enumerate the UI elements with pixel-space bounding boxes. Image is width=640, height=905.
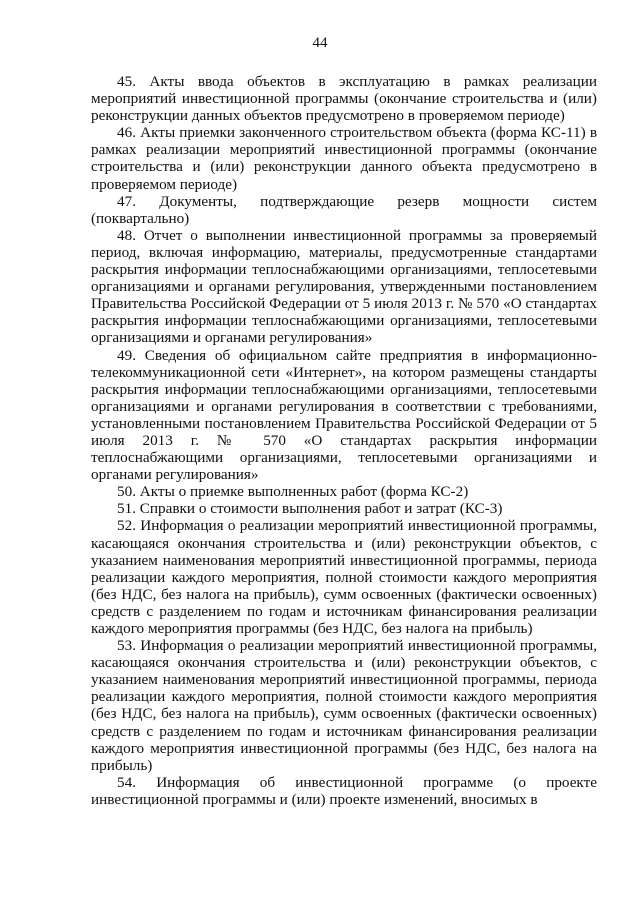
item-text: Акты о приемке выполненных работ (форма КС-2)	[139, 483, 469, 501]
item-number: 45.	[117, 73, 136, 90]
item-number: 47.	[117, 192, 136, 210]
page-number: 44	[312, 35, 328, 51]
item-number: 54.	[117, 773, 136, 791]
item-number: 46.	[117, 124, 136, 142]
item-text: Информация о реализации мероприятий инвестиционной программы, касающаяся окончания строительства и (или) реконструкции объектов, с указанием наименования мероприятий инвестиционной программы, периода реализации каждого мероприятия, полной стоимости каждого мероприятия (без НДС, без налога на прибыль), сумм освоенных (фактически освоенных) средств с разделением по годам и источникам финансирования реализации каждого мероприятия программы (без НДС, без налога на прибыль)	[91, 517, 598, 637]
list-item-47	[91, 193, 597, 227]
item-number: 49.	[117, 346, 136, 364]
item-text: Акты ввода объектов в эксплуатацию в рамках реализации мероприятий инвестиционной программы (окончание строительства и (или) реконструкции данных объектов предусмотрено в проверяемом периоде)	[91, 73, 597, 125]
item-number: 52.	[117, 517, 136, 535]
item-number: 51.	[117, 500, 136, 518]
item-text: Справки о стоимости выполнения работ и затрат (КС-3)	[139, 500, 503, 518]
list-item-49	[91, 347, 597, 484]
item-text: Сведения об официальном сайте предприятия в информационно-телекоммуникационной сети «Интернет», на котором размещены стандарты раскрытия информации теплоснабжающими организациями, теплосетевыми организациями и органами регулирования в соответствии с требованиями, установленными постановлением Правительства Российской Федерации от 5 июля 2013 г. № 570 «О стандартах раскрытия информации теплоснабжающими организациями, теплосетевыми организациями и органами регулирования»	[91, 346, 598, 484]
document-body	[91, 73, 597, 808]
item-text: Документы, подтверждающие резерв мощности систем (поквартально)	[91, 192, 597, 227]
list-item-46	[91, 124, 597, 192]
list-item-50	[91, 483, 597, 500]
list-item-53	[91, 637, 597, 774]
list-item-48	[91, 227, 597, 347]
item-number: 50.	[117, 483, 136, 501]
item-number: 48.	[117, 226, 136, 244]
item-text: Информация о реализации мероприятий инвестиционной программы, касающаяся окончания строительства и (или) реконструкции объектов, с указанием наименования мероприятий инвестиционной программы, периода реализации каждого мероприятия, полной стоимости каждого мероприятия (без НДС, без налога на прибыль), сумм освоенных (фактически освоенных) средств с разделением по годам и источникам финансирования реализации каждого мероприятия инвестиционной программы (без НДС, без налога на прибыль)	[91, 637, 598, 774]
list-item-51	[91, 500, 597, 517]
list-item-45	[91, 73, 597, 124]
list-item-54	[91, 774, 597, 808]
item-text: Акты приемки законченного строительством объекта (форма КС-11) в рамках реализации мероприятий инвестиционной программы (окончание строительства и (или) реконструкции данного объекта предусмотрено в проверяемом периоде)	[91, 124, 598, 193]
list-item-52	[91, 517, 597, 637]
item-text: Отчет о выполнении инвестиционной программы за проверяемый период, включая информацию, материалы, предусмотренные стандартами раскрытия информации теплоснабжающими организациями, теплосетевыми организациями и органами регулирования, утвержденными постановлением Правительства Российской Федерации от 5 июля 2013 г. № 570 «О стандартах раскрытия информации теплоснабжающими организациями, теплосетевыми организациями и органами регулирования»	[91, 226, 598, 347]
item-number: 53.	[117, 637, 136, 655]
item-text: Информация об инвестиционной программе (о проекте инвестиционной программы и (или) проекте изменений, вносимых в	[91, 773, 597, 808]
